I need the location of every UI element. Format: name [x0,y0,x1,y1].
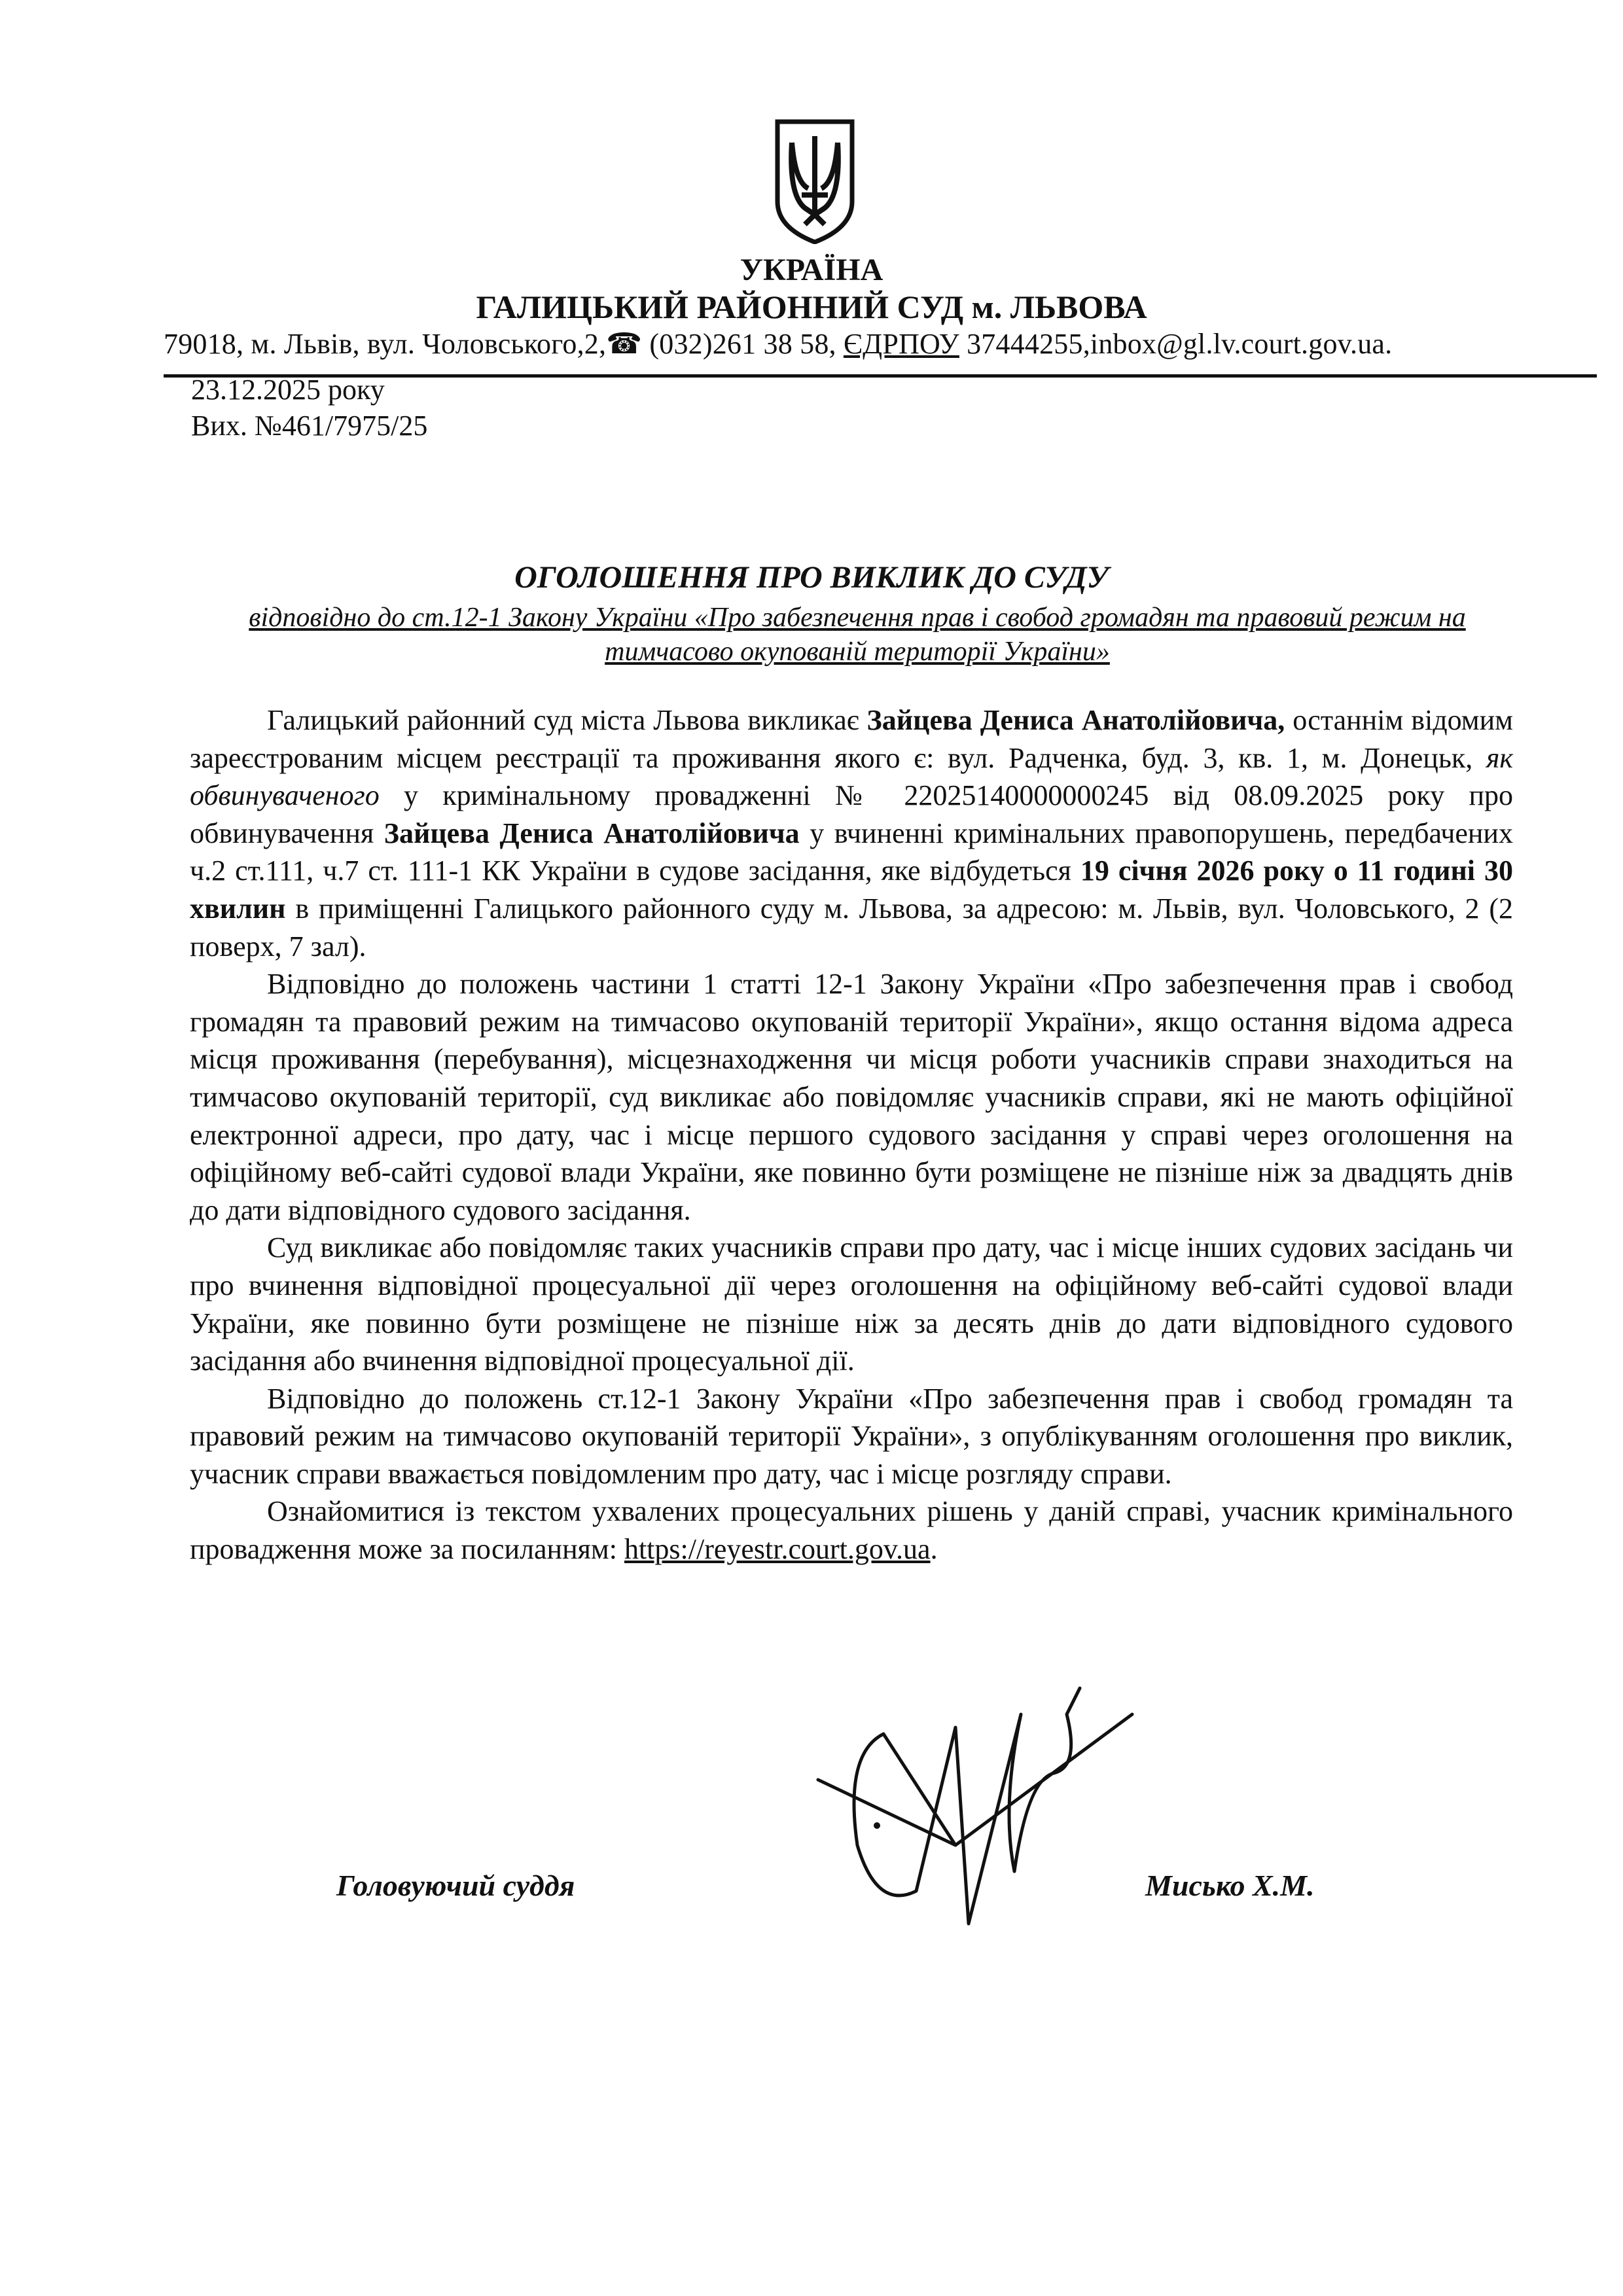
text: Ознайомитися із текстом ухвалених процесуальних рішень у даній справі, учасник кримінального провадження може за посиланням: [190,1495,1513,1566]
trident-coat-of-arms-icon [772,116,857,244]
paragraph-law-3: Відповідно до положень ст.12-1 Закону України «Про забезпечення прав і свобод громадян та правовий режим на тимчасово окупованій території України», з опублікуванням оголошення про виклик, учасник справи вважається повідомленим про дату, час і місце розгляду справи. [190,1382,1513,1490]
telephone-icon: ☎ [606,328,643,360]
court-name: ГАЛИЦЬКИЙ РАЙОННИЙ СУД м. ЛЬВОВА [476,289,1147,325]
paragraph-law-2: Суд викликає або повідомляє таких учасників справи про дату, час і місце інших судових засідань чи про вчинення відповідної процесуальної дії через оголошення на офіційному веб-сайті судової влади України, яке повинно бути розміщене не пізніше ніж за десять днів до дати відповідного судового засідання або вчинення відповідної процесуальної дії. [190,1231,1513,1377]
document-title: ОГОЛОШЕННЯ ПРО ВИКЛИК ДО СУДУ [514,560,1109,595]
document-date: 23.12.2025 року [191,374,385,406]
accused-name: Зайцева Дениса Анатолійовича [383,817,800,849]
text: у вчиненні кримінальних правопорушень, передбачених ч.2 ст.111, ч.7 ст. 111-1 КК України в судове засідання, яке відбудеться [190,817,1513,887]
paragraph-summons [190,701,1513,965]
text: останнім відомим зареєстрованим місцем реєстрації та проживання якого є: вул. Радченка, буд. 3, кв. 1, м. Донецьк, [190,704,1513,774]
text: Галицький районний суд міста Львова викликає [267,704,867,736]
role-text: як обвинуваченого [190,741,1513,812]
signatory-role: Головуючий суддя [336,1869,575,1902]
signatory-name: Мисько Х.М. [1145,1869,1315,1902]
text: . [930,1533,938,1566]
document-subtitle: відповідно до ст.12-1 Закону України «Про забезпечення прав і свобод громадян та правовий режим на тимчасово окупованій території України» [249,603,1466,667]
outgoing-number: Вих. №461/7975/25 [191,410,428,442]
registry-link[interactable]: https://reyestr.court.gov.ua [624,1533,931,1566]
edrpou-email: 37444255,inbox@gl.lv.court.gov.ua. [959,328,1393,360]
country-name: УКРАЇНА [740,253,883,287]
paragraph-registry [190,1492,1513,1568]
text: у кримінальному провадженні № 22025140000000245 від 08.09.2025 року про обвинувачення [190,779,1513,849]
address-street: 79018, м. Львів, вул. Чоловського,2, [164,328,607,360]
paragraph-law-1: Відповідно до положень частини 1 статті 12-1 Закону України «Про забезпечення прав і свобод громадян та правовий режим на тимчасово окупованій території України», якщо остання відома адреса місця проживання (перебування), місцезнаходження чи місця роботи учасників справи знаходиться на тимчасово окупованій території, суд викликає або повідомляє учасників справи, які не мають офіційної електронної адреси, про дату, час і місце першого судового засідання у справі через оголошення на офіційному веб-сайті судової влади України, яке повинно бути розміщене не пізніше ніж за двадцять днів до дати відповідного судового засідання. [190,968,1513,1226]
handwritten-signature [805,1675,1145,1950]
document-body [190,701,1513,1568]
edrpou-label: ЄДРПОУ [843,328,959,360]
text: в приміщенні Галицького районного суду м. Львова, за адресою: м. Львів, вул. Чоловського, 2 (2 поверх, 7 зал). [190,892,1513,963]
accused-name: Зайцева Дениса Анатолійовича, [866,704,1285,736]
hearing-datetime: 19 січня 2026 року о 11 годині 30 хвилин [190,855,1513,925]
court-address [164,327,1392,361]
phone-number: (032)261 38 58, [642,328,844,360]
